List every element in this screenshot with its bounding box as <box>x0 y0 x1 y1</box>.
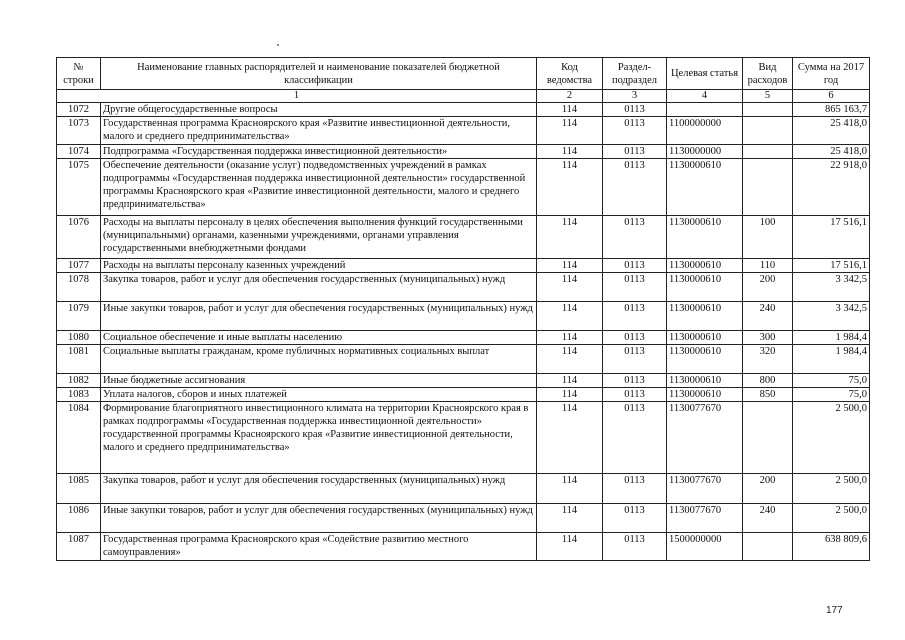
column-number: 4 <box>667 90 743 103</box>
row-target: 1130000610 <box>667 259 743 273</box>
row-name: Государственная программа Красноярского края «Содействие развитию местного самоуправления» <box>101 533 537 561</box>
row-section: 0113 <box>603 402 667 474</box>
header-target: Целевая статья <box>667 58 743 90</box>
row-target: 1130000610 <box>667 345 743 374</box>
row-dept-code: 114 <box>537 474 603 504</box>
row-target: 1130000610 <box>667 331 743 345</box>
header-amount: Сумма на 2017 год <box>793 58 870 90</box>
row-amount: 1 984,4 <box>793 345 870 374</box>
row-dept-code: 114 <box>537 273 603 302</box>
row-number: 1083 <box>57 388 101 402</box>
row-section: 0113 <box>603 159 667 216</box>
row-target: 1130000610 <box>667 374 743 388</box>
row-expense-type: 300 <box>743 331 793 345</box>
table-row <box>57 402 870 474</box>
row-amount: 25 418,0 <box>793 145 870 159</box>
row-name: Уплата налогов, сборов и иных платежей <box>101 388 537 402</box>
row-number: 1081 <box>57 345 101 374</box>
budget-table <box>56 57 870 561</box>
row-section: 0113 <box>603 273 667 302</box>
header-section: Раздел-подраздел <box>603 58 667 90</box>
row-number: 1080 <box>57 331 101 345</box>
row-expense-type: 850 <box>743 388 793 402</box>
row-section: 0113 <box>603 302 667 331</box>
header-expense-type: Вид расходов <box>743 58 793 90</box>
row-expense-type: 110 <box>743 259 793 273</box>
table-row <box>57 117 870 145</box>
row-dept-code: 114 <box>537 402 603 474</box>
table-row <box>57 216 870 259</box>
row-name: Социальное обеспечение и иные выплаты населению <box>101 331 537 345</box>
row-target: 1500000000 <box>667 533 743 561</box>
row-name: Формирование благоприятного инвестиционного климата на территории Красноярского края в рамках подпрограммы «Государственная поддержка инвестиционной деятельности» государственной программы Красноярского края «Развитие инвестиционной деятельности, малого и среднего предпринимательства» <box>101 402 537 474</box>
row-target: 1130000610 <box>667 159 743 216</box>
row-dept-code: 114 <box>537 388 603 402</box>
column-number: 5 <box>743 90 793 103</box>
row-section: 0113 <box>603 331 667 345</box>
row-amount: 2 500,0 <box>793 504 870 533</box>
row-expense-type <box>743 103 793 117</box>
row-target <box>667 103 743 117</box>
row-expense-type <box>743 145 793 159</box>
row-expense-type: 100 <box>743 216 793 259</box>
row-amount: 25 418,0 <box>793 117 870 145</box>
row-dept-code: 114 <box>537 504 603 533</box>
row-name: Обеспечение деятельности (оказание услуг) подведомственных учреждений в рамках подпрограммы «Государственная поддержка инвестиционной деятельности» государственной программы Красноярского края «Развитие инвестиционной деятельности, малого и среднего предпринимательства» <box>101 159 537 216</box>
row-number: 1082 <box>57 374 101 388</box>
table-row <box>57 504 870 533</box>
row-expense-type <box>743 117 793 145</box>
row-dept-code: 114 <box>537 345 603 374</box>
row-expense-type: 200 <box>743 474 793 504</box>
row-dept-code: 114 <box>537 374 603 388</box>
row-target: 1130077670 <box>667 474 743 504</box>
table-row <box>57 345 870 374</box>
row-number: 1076 <box>57 216 101 259</box>
row-number: 1084 <box>57 402 101 474</box>
row-amount: 75,0 <box>793 374 870 388</box>
row-expense-type <box>743 159 793 216</box>
row-name: Иные бюджетные ассигнования <box>101 374 537 388</box>
row-expense-type: 320 <box>743 345 793 374</box>
row-number: 1075 <box>57 159 101 216</box>
row-number: 1085 <box>57 474 101 504</box>
row-name: Расходы на выплаты персоналу в целях обеспечения выполнения функций государственными (муниципальными) органами, казенными учреждениями, органами управления государственными внебюджетными фондами <box>101 216 537 259</box>
table-row <box>57 533 870 561</box>
row-amount: 2 500,0 <box>793 402 870 474</box>
row-target: 1130000610 <box>667 302 743 331</box>
row-section: 0113 <box>603 374 667 388</box>
header-row-no: № строки <box>57 58 101 90</box>
table-row <box>57 331 870 345</box>
table-row <box>57 259 870 273</box>
row-section: 0113 <box>603 103 667 117</box>
row-name: Социальные выплаты гражданам, кроме публичных нормативных социальных выплат <box>101 345 537 374</box>
row-number: 1078 <box>57 273 101 302</box>
table-row <box>57 145 870 159</box>
row-number: 1073 <box>57 117 101 145</box>
row-name: Государственная программа Красноярского края «Развитие инвестиционной деятельности, малого и среднего предпринимательства» <box>101 117 537 145</box>
row-expense-type: 800 <box>743 374 793 388</box>
table-row <box>57 103 870 117</box>
table-row <box>57 474 870 504</box>
row-name: Закупка товаров, работ и услуг для обеспечения государственных (муниципальных) нужд <box>101 273 537 302</box>
row-expense-type: 200 <box>743 273 793 302</box>
row-section: 0113 <box>603 117 667 145</box>
row-section: 0113 <box>603 388 667 402</box>
header-dept-code: Код ведомства <box>537 58 603 90</box>
header-name: Наименование главных распорядителей и наименование показателей бюджетной классификации <box>101 58 537 90</box>
row-dept-code: 114 <box>537 159 603 216</box>
row-dept-code: 114 <box>537 259 603 273</box>
row-amount: 865 163,7 <box>793 103 870 117</box>
table-row <box>57 388 870 402</box>
table-row <box>57 159 870 216</box>
row-target: 1130000610 <box>667 273 743 302</box>
row-target: 1100000000 <box>667 117 743 145</box>
row-number: 1087 <box>57 533 101 561</box>
row-amount: 638 809,6 <box>793 533 870 561</box>
row-amount: 22 918,0 <box>793 159 870 216</box>
row-amount: 75,0 <box>793 388 870 402</box>
row-section: 0113 <box>603 216 667 259</box>
column-number: 6 <box>793 90 870 103</box>
row-name: Расходы на выплаты персоналу казенных учреждений <box>101 259 537 273</box>
row-expense-type <box>743 533 793 561</box>
row-number: 1086 <box>57 504 101 533</box>
row-amount: 1 984,4 <box>793 331 870 345</box>
page-number: 177 <box>826 605 843 616</box>
column-number: 2 <box>537 90 603 103</box>
scan-speck <box>277 44 279 46</box>
column-number: 3 <box>603 90 667 103</box>
row-name: Другие общегосударственные вопросы <box>101 103 537 117</box>
row-expense-type <box>743 402 793 474</box>
table-header-row <box>57 58 870 90</box>
row-dept-code: 114 <box>537 216 603 259</box>
row-name: Иные закупки товаров, работ и услуг для обеспечения государственных (муниципальных) нужд <box>101 302 537 331</box>
row-number: 1079 <box>57 302 101 331</box>
row-target: 1130000610 <box>667 216 743 259</box>
row-name: Закупка товаров, работ и услуг для обеспечения государственных (муниципальных) нужд <box>101 474 537 504</box>
row-amount: 17 516,1 <box>793 216 870 259</box>
row-target: 1130000610 <box>667 388 743 402</box>
row-dept-code: 114 <box>537 533 603 561</box>
row-target: 1130077670 <box>667 402 743 474</box>
row-dept-code: 114 <box>537 117 603 145</box>
row-name: Иные закупки товаров, работ и услуг для обеспечения государственных (муниципальных) нужд <box>101 504 537 533</box>
table-row <box>57 273 870 302</box>
table-body <box>57 103 870 561</box>
row-section: 0113 <box>603 345 667 374</box>
row-amount: 2 500,0 <box>793 474 870 504</box>
row-expense-type: 240 <box>743 504 793 533</box>
row-number: 1077 <box>57 259 101 273</box>
row-dept-code: 114 <box>537 145 603 159</box>
row-amount: 3 342,5 <box>793 273 870 302</box>
column-number: 1 <box>57 90 537 103</box>
row-number: 1072 <box>57 103 101 117</box>
row-number: 1074 <box>57 145 101 159</box>
row-target: 1130077670 <box>667 504 743 533</box>
row-section: 0113 <box>603 474 667 504</box>
row-section: 0113 <box>603 145 667 159</box>
row-dept-code: 114 <box>537 302 603 331</box>
row-target: 1130000000 <box>667 145 743 159</box>
row-amount: 3 342,5 <box>793 302 870 331</box>
column-number-row <box>57 90 870 103</box>
row-section: 0113 <box>603 504 667 533</box>
row-dept-code: 114 <box>537 103 603 117</box>
row-name: Подпрограмма «Государственная поддержка инвестиционной деятельности» <box>101 145 537 159</box>
row-amount: 17 516,1 <box>793 259 870 273</box>
table-row <box>57 374 870 388</box>
table-row <box>57 302 870 331</box>
row-section: 0113 <box>603 533 667 561</box>
row-section: 0113 <box>603 259 667 273</box>
row-expense-type: 240 <box>743 302 793 331</box>
row-dept-code: 114 <box>537 331 603 345</box>
